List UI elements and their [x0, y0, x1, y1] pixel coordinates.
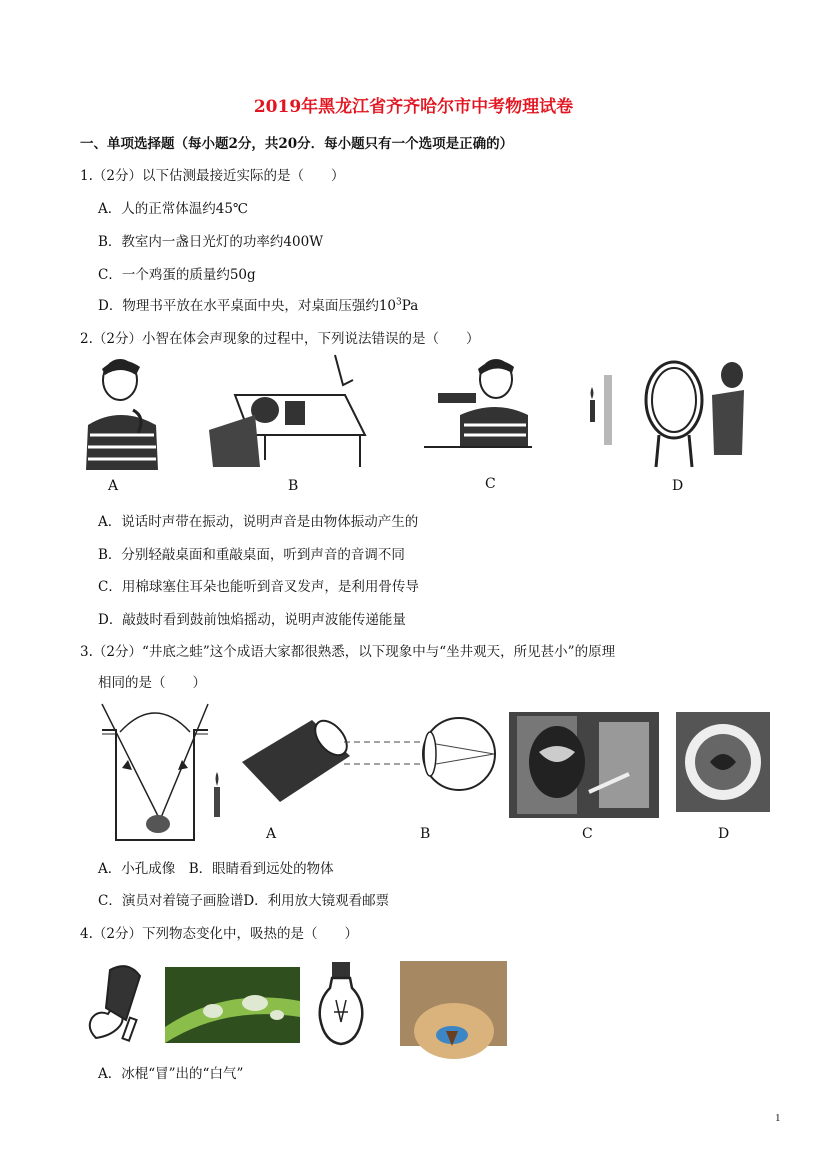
q3-figure-c — [509, 712, 659, 818]
q3-figure-b — [344, 712, 499, 822]
q3-figure-d — [676, 712, 770, 812]
q1-option-b: B．教室内一盏日光灯的功率约400W — [98, 234, 324, 250]
q4-stem: 4.（2分）下列物态变化中，吸热的是（ ） — [80, 926, 358, 942]
q3-label-b: B — [420, 826, 431, 842]
q1-stem: 1.（2分）以下估测最接近实际的是（ ） — [80, 168, 345, 184]
q3-options-ab: A．小孔成像 B．眼睛看到远处的物体 — [98, 861, 334, 877]
q3-label-c: C — [582, 826, 593, 842]
q1-option-d — [98, 294, 418, 314]
q3-label-d: D — [718, 826, 730, 842]
q3-well-frog-figure — [98, 700, 210, 842]
q2-label-d: D — [672, 478, 684, 494]
q1-option-d-sup: 3 — [396, 297, 402, 308]
q2-stem: 2.（2分）小智在体会声现象的过程中，下列说法错误的是（ ） — [80, 331, 480, 347]
q2-label-a: A — [108, 478, 119, 494]
q1-option-d-text: D．物理书平放在水平桌面中央，对桌面压强约10 — [98, 298, 397, 314]
q3-figure-a — [212, 712, 362, 822]
q3-label-a: A — [266, 826, 277, 842]
q1-option-c: C．一个鸡蛋的质量约50g — [98, 267, 256, 283]
q2-figure-c — [420, 355, 532, 447]
q4-sky-figure — [400, 961, 507, 1046]
q1-option-d-unit: Pa — [401, 298, 419, 314]
q4-bulb-figure — [316, 960, 366, 1046]
q2-option-c: C．用棉球塞住耳朵也能听到音叉发声，是利用骨传导 — [98, 579, 419, 595]
q2-label-c: C — [485, 476, 496, 492]
q2-figure-b — [205, 355, 370, 470]
page-title: 2019年黑龙江省齐齐哈尔市中考物理试卷 — [253, 97, 574, 117]
q2-figure-a — [78, 355, 168, 470]
q1-option-a: A．人的正常体温约45℃ — [98, 201, 249, 217]
q2-option-d: D．敲鼓时看到鼓前蚀焰摇动，说明声波能传递能量 — [98, 612, 406, 628]
q2-option-b: B．分别轻敲桌面和重敲桌面，听到声音的音调不同 — [98, 547, 405, 563]
page-number: 1 — [775, 1112, 781, 1124]
q4-option-a: A．冰棍“冒”出的“白气” — [98, 1066, 244, 1082]
q2-figure-d — [584, 355, 746, 467]
q4-popsicle-figure — [82, 962, 154, 1044]
q2-option-a: A．说话时声带在振动，说明声音是由物体振动产生的 — [98, 514, 419, 530]
q4-dew-figure — [165, 967, 300, 1043]
q2-label-b: B — [288, 478, 299, 494]
q3-options-cd: C．演员对着镜子画脸谱D．利用放大镜观看邮票 — [98, 893, 390, 909]
section-heading: 一、单项选择题（每小题2分，共20分．每小题只有一个选项是正确的） — [80, 136, 514, 152]
q3-stem-line2: 相同的是（ ） — [98, 675, 206, 691]
q3-stem-line1: 3.（2分）“井底之蛙”这个成语大家都很熟悉，以下现象中与“坐井观天，所见甚小”的原理 — [80, 644, 616, 660]
